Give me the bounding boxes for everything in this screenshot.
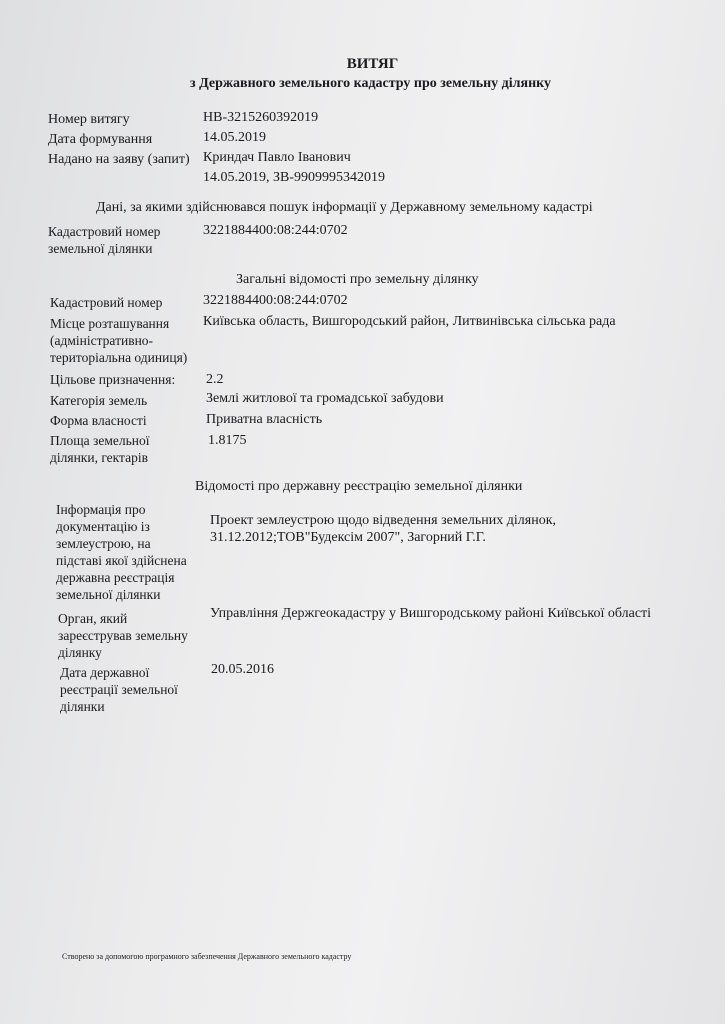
registration-date-value: 20.05.2016 [211, 662, 274, 677]
search-cadastral-number: 3221884400:08:244:0702 [203, 223, 348, 238]
documentation-value: Проект землеустрою щодо відведення земельних ділянок, 31.12.2012;ТОВ"Будексім 2007", Загорний Г.Г. [210, 513, 556, 545]
authority-value: Управління Держгеокадастру у Вишгородському районі Київської області [210, 606, 652, 621]
request-reference: 14.05.2019, ЗВ-9909995342019 [203, 170, 386, 185]
search-cadastral-label: Кадастровий номер земельної ділянки [48, 224, 161, 256]
request-label: Надано на заяву (запит) [48, 152, 190, 167]
document-subtitle: з Державного земельного кадастру про земельну ділянку [189, 76, 552, 91]
authority-label: Орган, який зареєстрував земельну ділянку [58, 611, 188, 660]
area-value: 1.8175 [208, 433, 247, 448]
document-title: ВИТЯГ [346, 56, 399, 72]
extract-number-value: НВ-3215260392019 [203, 110, 319, 125]
footer-note: Створено за допомогою програмного забезпечення Державного земельного кадастру [62, 952, 352, 961]
purpose-label: Цільове призначення: [50, 372, 176, 387]
requester-name: Криндач Павло Іванович [203, 150, 351, 165]
general-section-heading: Загальні відомості про земельну ділянку [236, 272, 479, 287]
ownership-value: Приватна власність [206, 412, 323, 427]
extract-number-label: Номер витягу [48, 112, 130, 127]
ownership-label: Форма власності [50, 413, 147, 428]
category-value: Землі житлової та громадської забудови [206, 391, 444, 406]
general-cadastral-number: 3221884400:08:244:0702 [203, 293, 348, 308]
formed-date-value: 14.05.2019 [203, 130, 266, 145]
general-cadastral-label: Кадастровий номер [50, 295, 163, 310]
registration-date-label: Дата державної реєстрації земельної ділянки [60, 665, 178, 714]
registration-section-heading: Відомості про державну реєстрацію земельної ділянки [195, 479, 523, 494]
documentation-label: Інформація про документацію із землеустрою, на підставі якої здійснена державна реєстрація земельної ділянки [56, 502, 187, 602]
purpose-value: 2.2 [206, 372, 224, 387]
location-value: Київська область, Вишгородський район, Литвинівська сільська рада [203, 314, 616, 329]
category-label: Категорія земель [50, 393, 148, 408]
search-section-heading: Дані, за якими здійснювався пошук інформації у Державному земельному кадастрі [96, 200, 593, 215]
formed-date-label: Дата формування [48, 132, 153, 147]
area-label: Площа земельної ділянки, гектарів [50, 433, 150, 465]
location-label: Місце розташування (адміністративно- територіальна одиниця) [50, 316, 188, 365]
